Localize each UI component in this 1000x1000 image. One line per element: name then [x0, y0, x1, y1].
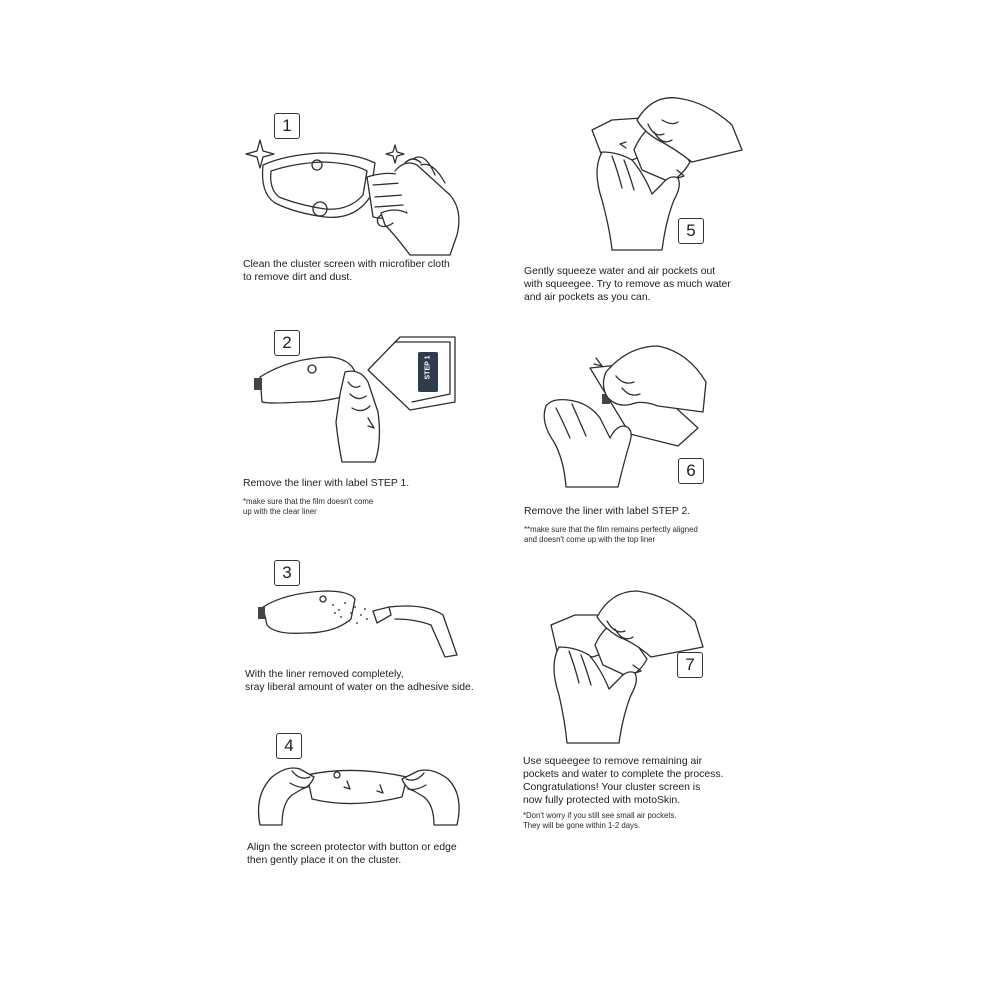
note-line: *make sure that the film doesn't come — [243, 497, 374, 506]
note-line: **make sure that the film remains perfectly aligned — [524, 525, 698, 534]
step-5-caption — [524, 265, 731, 304]
step-4-number: 4 — [276, 733, 302, 759]
note-line: and doesn't come up with the top liner — [524, 535, 656, 544]
spray-mist — [332, 602, 368, 624]
step1-label-text: STEP 1 — [424, 355, 432, 380]
caption-line: sray liberal amount of water on the adhesive side. — [245, 682, 474, 693]
step-2-illustration — [250, 332, 465, 472]
step-5-number: 5 — [678, 218, 704, 244]
caption-line: now fully protected with motoSkin. — [523, 795, 681, 806]
caption-line: Remove the liner with label STEP 2. — [524, 506, 691, 517]
step-2-note — [243, 497, 373, 517]
caption-line: Gently squeeze water and air pockets out — [524, 266, 716, 277]
step-1-number: 1 — [274, 113, 300, 139]
caption-line: to remove dirt and dust. — [243, 272, 353, 283]
step-1-illustration — [245, 135, 465, 260]
arrow-icon — [594, 358, 602, 366]
sparkle-icon — [386, 145, 404, 163]
step-7-note — [523, 811, 677, 831]
caption-line: and air pockets as you can. — [524, 292, 651, 303]
step-3-illustration — [255, 585, 465, 665]
sparkle-icon — [246, 140, 274, 168]
caption-line: Congratulations! Your cluster screen is — [523, 782, 701, 793]
step-7-number: 7 — [677, 652, 703, 678]
step-6-number: 6 — [678, 458, 704, 484]
note-line: They will be gone within 1-2 days. — [523, 821, 641, 830]
step-6-caption — [524, 505, 690, 518]
caption-line: Align the screen protector with button or edge — [247, 842, 457, 853]
caption-line: Remove the liner with label STEP 1. — [243, 478, 410, 489]
caption-line: With the liner removed completely, — [245, 669, 404, 680]
step-3-number: 3 — [274, 560, 300, 586]
peel-liner-illustration — [250, 332, 465, 472]
align-protector-illustration — [252, 755, 467, 835]
caption-line: pockets and water to complete the process. — [523, 769, 724, 780]
step-5-illustration — [582, 90, 747, 255]
clean-screen-illustration — [245, 135, 465, 260]
step-3-caption — [245, 668, 474, 694]
note-line: up with the clear liner — [243, 507, 317, 516]
step-6-note — [524, 525, 698, 545]
step-2-caption — [243, 477, 409, 490]
step-7-caption — [523, 755, 723, 807]
arrow-icon — [620, 142, 626, 148]
spray-water-illustration — [255, 585, 465, 665]
step-1-caption — [243, 258, 450, 284]
step-2-number: 2 — [274, 330, 300, 356]
note-line: *Don't worry if you still see small air pockets. — [523, 811, 677, 820]
arrow-icon — [344, 781, 383, 793]
step-4-illustration — [252, 755, 467, 835]
caption-line: with squeegee. Try to remove as much water — [524, 279, 731, 290]
step-4-caption — [247, 841, 457, 867]
squeegee-illustration — [582, 90, 747, 255]
caption-line: Clean the cluster screen with microfiber cloth — [243, 259, 450, 270]
caption-line: then gently place it on the cluster. — [247, 855, 402, 866]
caption-line: Use squeegee to remove remaining air — [523, 756, 703, 767]
